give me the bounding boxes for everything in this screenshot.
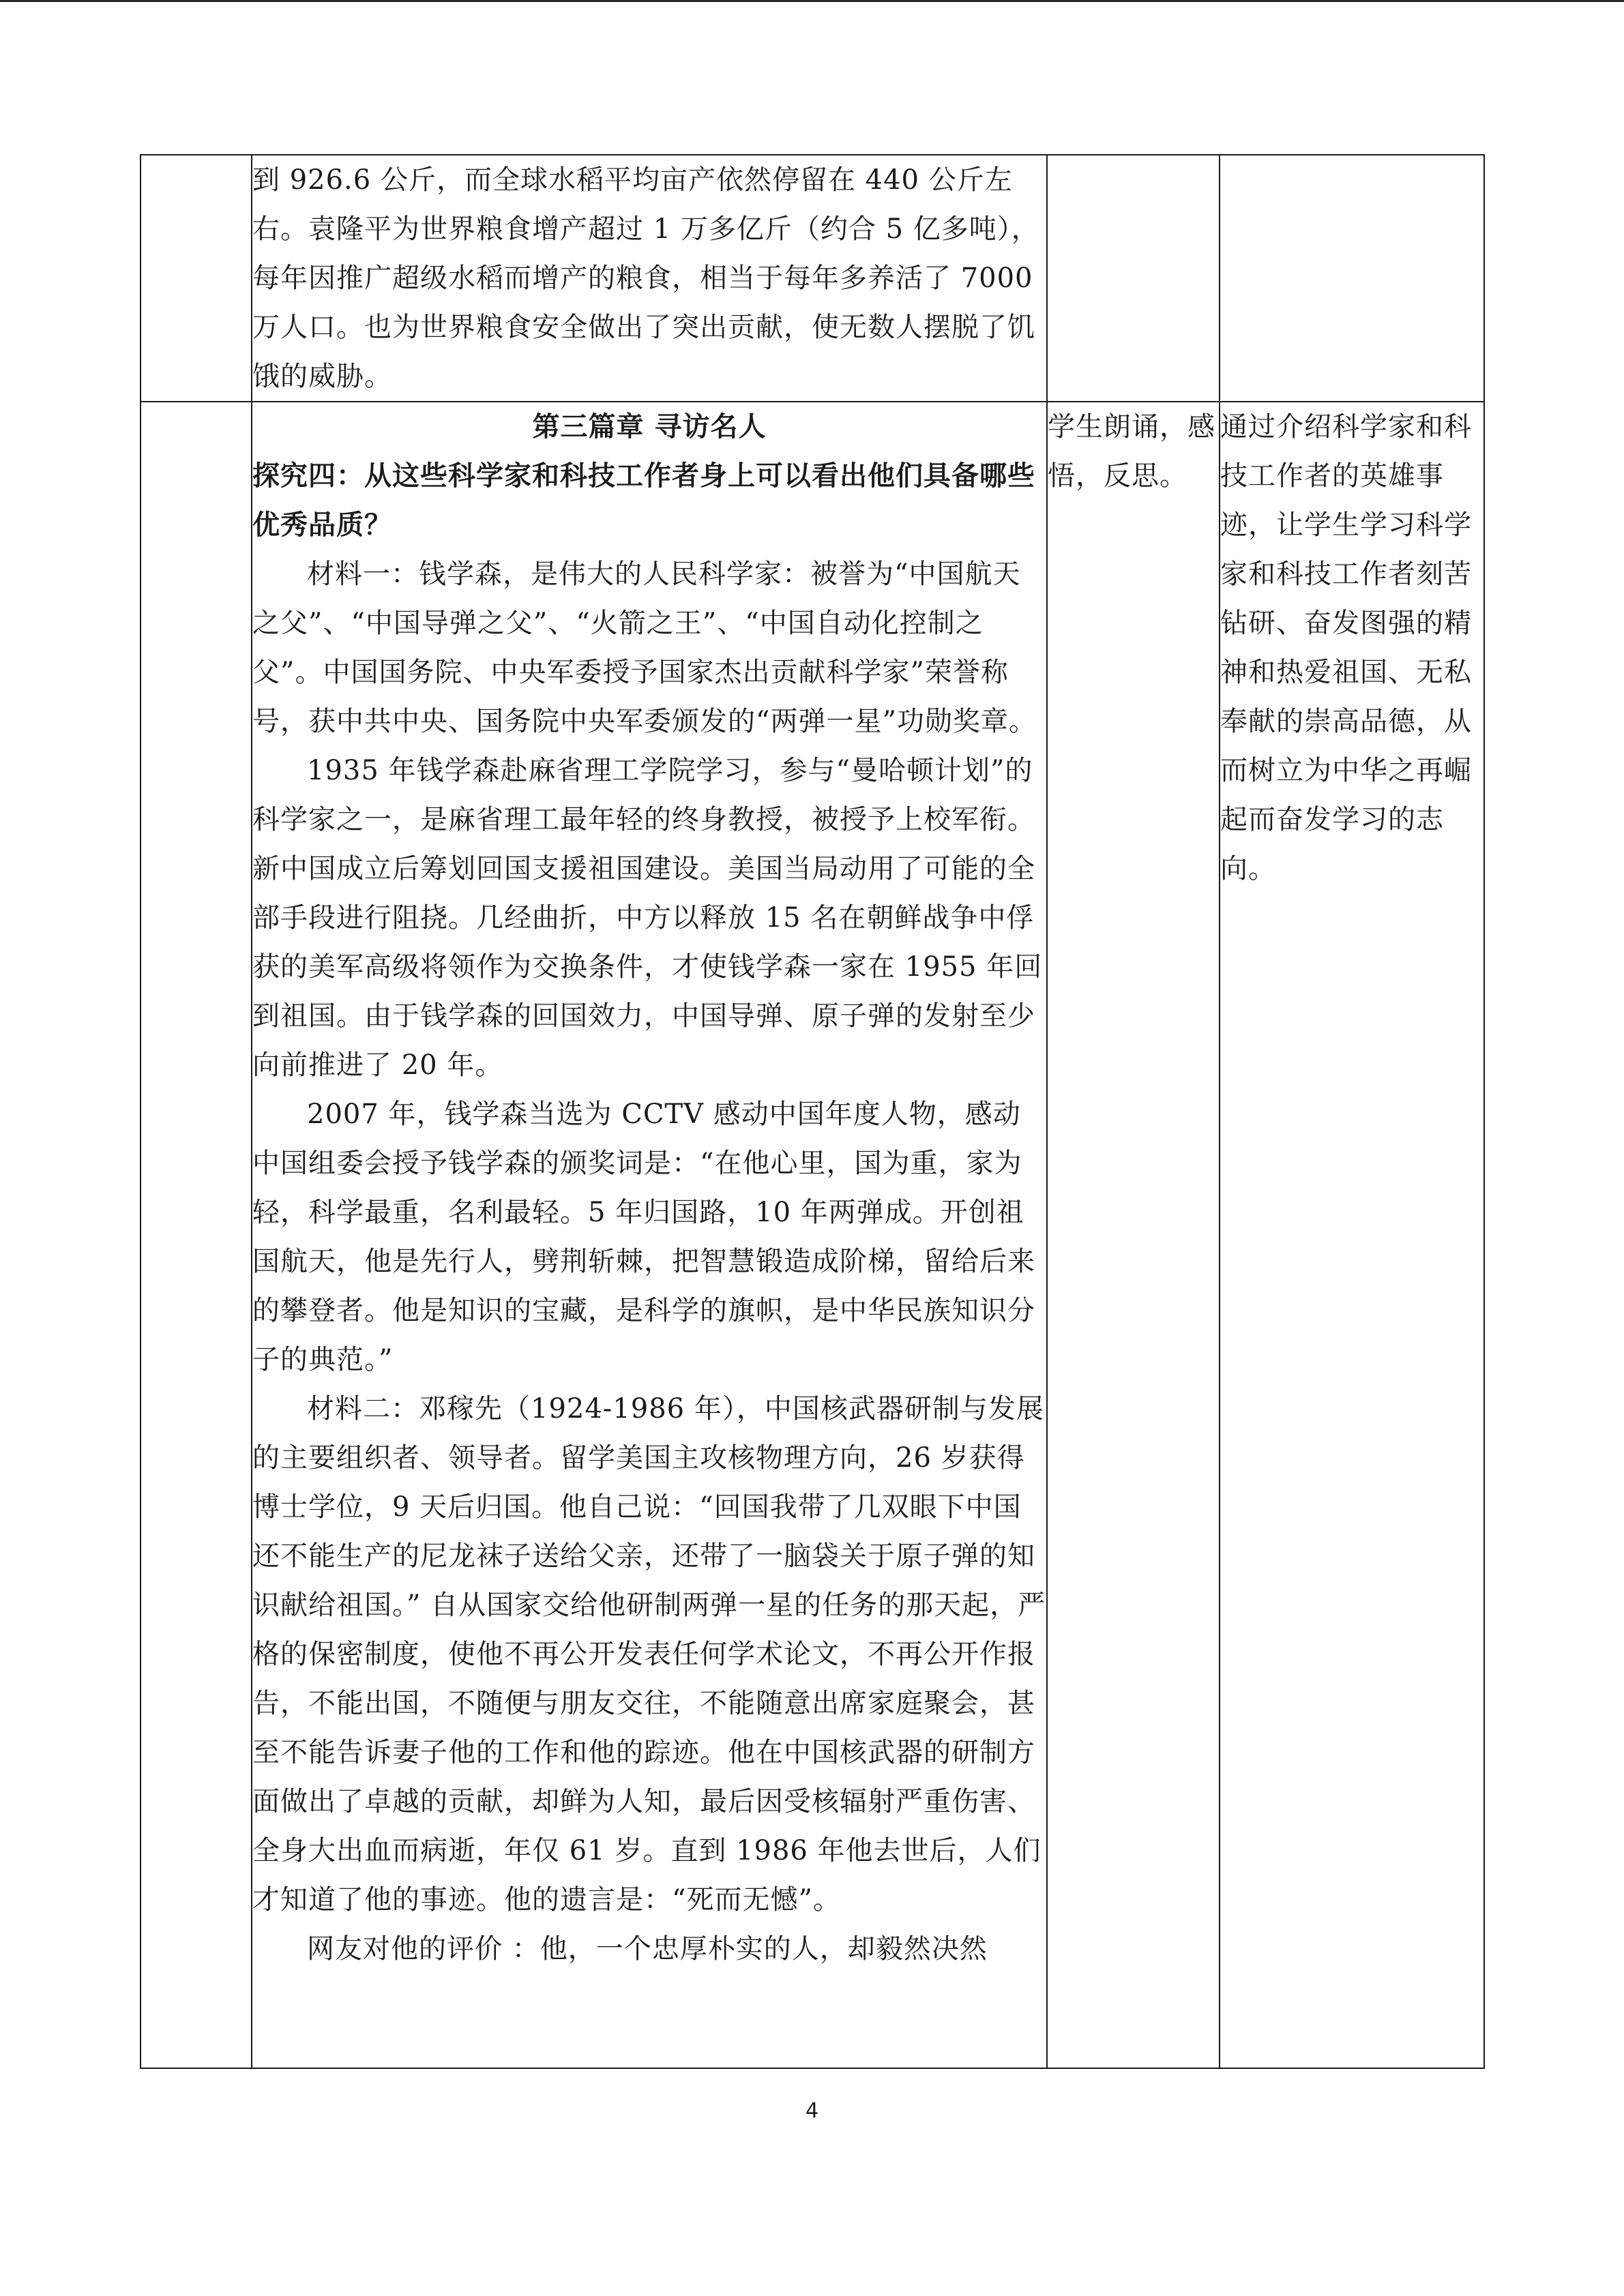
inquiry-question: 探究四：从这些科学家和科技工作者身上可以看出他们具备哪些优秀品质？ xyxy=(252,460,1035,541)
page-top-rule xyxy=(0,0,1624,2)
design-intent-cell xyxy=(1220,402,1484,2068)
chapter-title: 第三篇章 寻访名人 xyxy=(532,411,767,443)
material-paragraph: 网友对他的评价 ：他，一个忠厚朴实的人，却毅然决然 xyxy=(307,1933,988,1965)
material-paragraph: 材料一：钱学森，是伟大的人民科学家：被誉为“中国航天之父”、“中国导弹之父”、“火箭之王”、“中国自动化控制之父”。中国国务院、中央军委授予国家杰出贡献科学家”荣誉称号，获中共中央、国务院中央军委颁发的“两弹一星”功勋奖章。 xyxy=(252,558,1037,737)
table-row xyxy=(141,155,1484,402)
lesson-plan-table xyxy=(140,154,1485,2069)
content-cell xyxy=(252,402,1047,2068)
content-paragraph: 到 926.6 公斤，而全球水稻平均亩产依然停留在 440 公斤左右。袁隆平为世界粮食增产超过 1 万多亿斤（约合 5 亿多吨），每年因推广超级水稻而增产的粮食，相当于每年多养活了 7000 万人口。也为世界粮食安全做出了突出贡献，使无数人摆脱了饥饿的威胁。 xyxy=(252,164,1039,392)
student-activity-text: 学生朗诵，感悟，反思。 xyxy=(1048,411,1215,492)
material-paragraph: 2007 年，钱学森当选为 CCTV 感动中国年度人物，感动中国组委会授予钱学森的颁奖词是：“在他心里，国为重，家为轻，科学最重，名利最轻。5 年归国路，10 年两弹成。开创祖国航天，他是先行人，劈荆斩棘，把智慧锻造成阶梯，留给后来的攀登者。他是知识的宝藏，是科学的旗帜，是中华民族知识分子的典范。” xyxy=(252,1099,1035,1375)
material-paragraph: 材料二：邓稼先（1924-1986 年），中国核武器研制与发展的主要组织者、领导者。留学美国主攻核物理方向，26 岁获得博士学位，9 天后归国。他自己说：“回国我带了几双眼下中国还不能生产的尼龙袜子送给父亲，还带了一脑袋关于原子弹的知识献给祖国。” 自从国家交给他研制两弹一星的任务的那天起，严格的保密制度，使他不再公开发表任何学术论文，不再公开作报告，不能出国，不随便与朋友交往，不能随意出席家庭聚会，甚至不能告诉妻子他的工作和他的踪迹。他在中国核武器的研制方面做出了卓越的贡献，却鲜为人知，最后因受核辐射严重伤害、全身大出血而病逝，年仅 61 岁。直到 1986 年他去世后，人们才知道了他的事迹。他的遗言是：“死而无憾”。 xyxy=(252,1393,1046,1915)
student-activity-cell xyxy=(1047,155,1220,402)
design-intent-text: 通过介绍科学家和科技工作者的英雄事迹，让学生学习科学家和科技工作者刻苦钻研、奋发图强的精神和热爱祖国、无私奉献的崇高品德，从而树立为中华之再崛起而奋发学习的志向。 xyxy=(1220,411,1472,884)
material-paragraph: 1935 年钱学森赴麻省理工学院学习，参与“曼哈顿计划”的科学家之一，是麻省理工最年轻的终身教授，被授予上校军衔。新中国成立后筹划回国支援祖国建设。美国当局动用了可能的全部手段进行阻挠。几经曲折，中方以释放 15 名在朝鲜战争中俘获的美军高级将领作为交换条件，才使钱学森一家在 1955 年回到祖国。由于钱学森的回国效力，中国导弹、原子弹的发射至少向前推进了 20 年。 xyxy=(252,755,1043,1081)
design-intent-cell xyxy=(1220,155,1484,402)
section-cell xyxy=(141,402,252,2068)
content-cell xyxy=(252,155,1047,402)
section-cell xyxy=(141,155,252,402)
page-number: 4 xyxy=(805,2099,819,2123)
table-row xyxy=(141,402,1484,2068)
student-activity-cell xyxy=(1047,402,1220,2068)
